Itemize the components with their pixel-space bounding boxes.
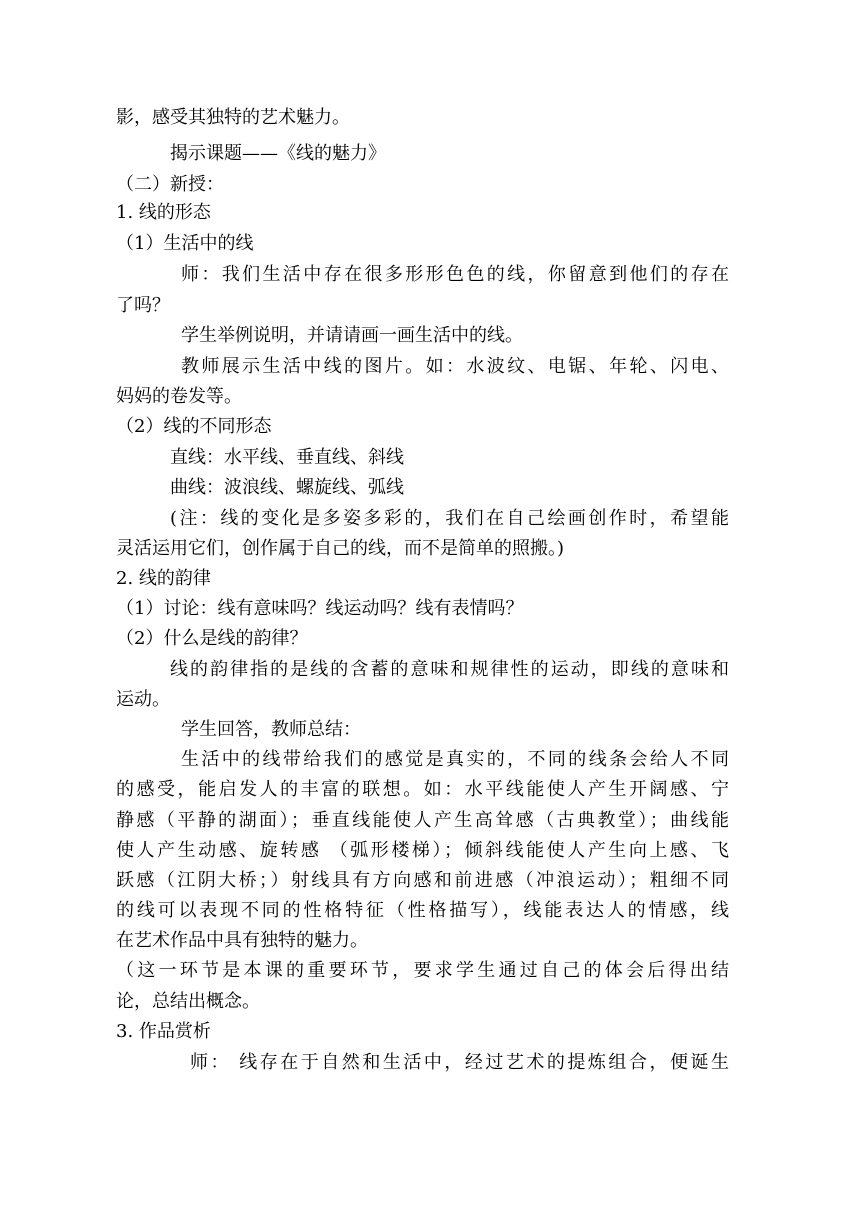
- subsection-heading: （2）线的不同形态: [116, 416, 272, 437]
- text-line: 线的韵律指的是线的含蓄的意味和规律性的运动，即线的意味和: [170, 659, 729, 680]
- text-line: 妈妈的卷发等。: [116, 386, 242, 407]
- text-line: 使人产生动感、旋转感 （弧形楼梯）；倾斜线能使人产生向上感、飞: [116, 840, 729, 861]
- text-line: 的感受，能启发人的丰富的联想。如：水平线能使人产生开阔感、宁: [116, 779, 729, 800]
- text-line: 了吗？: [116, 295, 170, 316]
- text-line: （1）讨论：线有意味吗？线运动吗？线有表情吗？: [116, 598, 524, 619]
- section-heading: 3. 作品赏析: [116, 1021, 211, 1042]
- section-heading: （二）新授：: [116, 174, 224, 195]
- text-line: 学生回答，教师总结：: [181, 719, 361, 740]
- text-line: 教师展示生活中线的图片。如：水波纹、电锯、年轮、闪电、: [181, 356, 729, 377]
- text-line: 静感（平静的湖面）；垂直线能使人产生高耸感（古典教堂）；曲线能: [116, 810, 729, 831]
- text-line: 运动。: [116, 689, 170, 710]
- text-line: 学生举例说明，并请请画一画生活中的线。: [181, 325, 523, 346]
- text-line: 的线可以表现不同的性格特征（性格描写），线能表达人的情感，线: [116, 900, 729, 921]
- text-line: 揭示课题——《线的魅力》: [170, 143, 386, 164]
- text-line: 灵活运用它们，创作属于自己的线，而不是简单的照搬。): [116, 538, 565, 559]
- section-heading: 2. 线的韵律: [116, 568, 211, 589]
- text-line: （2）什么是线的韵律？: [116, 628, 308, 649]
- text-line: 师：我们生活中存在很多形形色色的线，你留意到他们的存在: [181, 264, 729, 285]
- text-line: (注：线的变化是多姿多彩的，我们在自己绘画创作时，希望能: [170, 508, 729, 529]
- text-line: 师： 线存在于自然和生活中，经过艺术的提炼组合，便诞生: [190, 1052, 729, 1073]
- text-line: 论，总结出概念。: [116, 991, 260, 1012]
- text-line: 直线：水平线、垂直线、斜线: [170, 447, 404, 468]
- text-line: （这一环节是本课的重要环节，要求学生通过自己的体会后得出结: [116, 960, 729, 981]
- text-line: 曲线：波浪线、螺旋线、弧线: [170, 477, 404, 498]
- text-line: 跃感（江阴大桥；）射线具有方向感和前进感（冲浪运动）；粗细不同: [116, 870, 729, 891]
- text-line: 生活中的线带给我们的感觉是真实的，不同的线条会给人不同: [181, 749, 729, 770]
- text-line: 影，感受其独特的艺术魅力。: [116, 107, 350, 128]
- subsection-heading: （1）生活中的线: [116, 233, 254, 254]
- section-heading: 1. 线的形态: [116, 202, 211, 223]
- text-line: 在艺术作品中具有独特的魅力。: [116, 930, 368, 951]
